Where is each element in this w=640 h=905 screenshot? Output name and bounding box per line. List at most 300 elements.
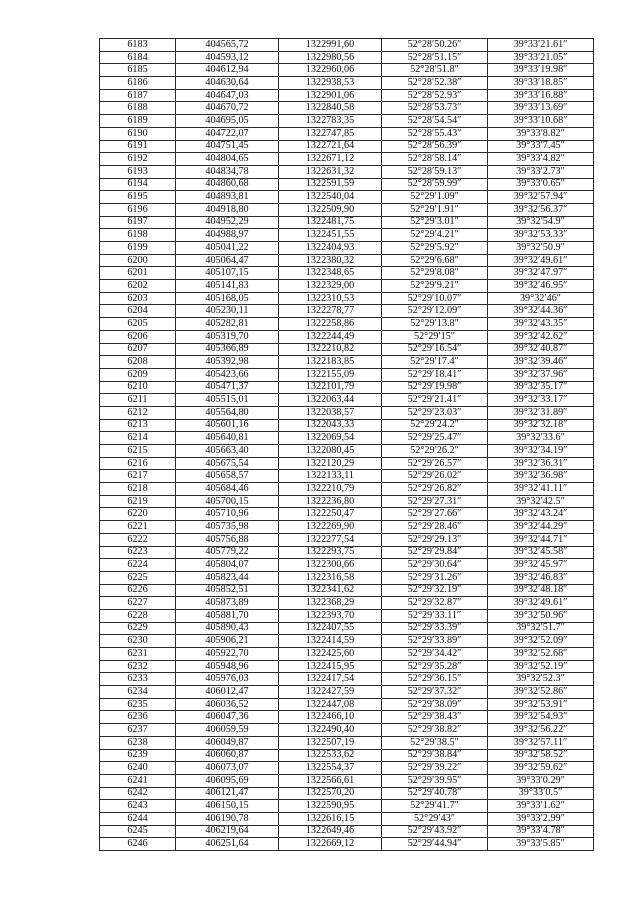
y-coordinate-cell: 1322566,61 [279, 774, 382, 787]
point-number-cell: 6226 [100, 584, 176, 597]
table-row [100, 546, 594, 559]
point-number-cell: 6206 [100, 330, 176, 343]
table-row [100, 343, 594, 356]
latitude-cell: 52°29′6.68″ [382, 254, 488, 267]
longitude-cell: 39°32′40.87″ [488, 343, 594, 356]
latitude-cell: 52°29′3.01″ [382, 216, 488, 229]
y-coordinate-cell: 1322490,40 [279, 724, 382, 737]
x-coordinate-cell: 404988,97 [176, 229, 279, 242]
y-coordinate-cell: 1322991,60 [279, 39, 382, 52]
longitude-cell: 39°32′49.61″ [488, 597, 594, 610]
x-coordinate-cell: 405230,11 [176, 305, 279, 318]
point-number-cell: 6220 [100, 508, 176, 521]
x-coordinate-cell: 405319,70 [176, 330, 279, 343]
point-number-cell: 6237 [100, 724, 176, 737]
table-row [100, 153, 594, 166]
x-coordinate-cell: 405890,43 [176, 622, 279, 635]
x-coordinate-cell: 405823,44 [176, 571, 279, 584]
table-row [100, 495, 594, 508]
y-coordinate-cell: 1322407,55 [279, 622, 382, 635]
latitude-cell: 52°29′37.32″ [382, 686, 488, 699]
table-row [100, 419, 594, 432]
x-coordinate-cell: 405282,81 [176, 318, 279, 331]
longitude-cell: 39°33′1.62″ [488, 800, 594, 813]
point-number-cell: 6204 [100, 305, 176, 318]
latitude-cell: 52°29′32.19″ [382, 584, 488, 597]
x-coordinate-cell: 404612,94 [176, 64, 279, 77]
longitude-cell: 39°33′16.88″ [488, 89, 594, 102]
y-coordinate-cell: 1322101,79 [279, 381, 382, 394]
point-number-cell: 6187 [100, 89, 176, 102]
latitude-cell: 52°29′33.39″ [382, 622, 488, 635]
point-number-cell: 6205 [100, 318, 176, 331]
longitude-cell: 39°32′31.89″ [488, 406, 594, 419]
y-coordinate-cell: 1322236,80 [279, 495, 382, 508]
x-coordinate-cell: 406060,87 [176, 749, 279, 762]
point-number-cell: 6213 [100, 419, 176, 432]
latitude-cell: 52°29′25.47″ [382, 432, 488, 445]
y-coordinate-cell: 1322277,54 [279, 533, 382, 546]
x-coordinate-cell: 404952,29 [176, 216, 279, 229]
point-number-cell: 6242 [100, 787, 176, 800]
longitude-cell: 39°33′2.99″ [488, 812, 594, 825]
latitude-cell: 52°29′43.92″ [382, 825, 488, 838]
longitude-cell: 39°32′46.95″ [488, 280, 594, 293]
table-row [100, 216, 594, 229]
x-coordinate-cell: 405663,40 [176, 445, 279, 458]
longitude-cell: 39°32′41.11″ [488, 483, 594, 496]
x-coordinate-cell: 406012,47 [176, 686, 279, 699]
latitude-cell: 52°29′26.57″ [382, 457, 488, 470]
longitude-cell: 39°32′52.19″ [488, 660, 594, 673]
longitude-cell: 39°32′36.31″ [488, 457, 594, 470]
point-number-cell: 6189 [100, 115, 176, 128]
table-row [100, 178, 594, 191]
longitude-cell: 39°32′37.96″ [488, 368, 594, 381]
table-row [100, 571, 594, 584]
longitude-cell: 39°33′4.78″ [488, 825, 594, 838]
x-coordinate-cell: 405684,46 [176, 483, 279, 496]
longitude-cell: 39°32′52.3″ [488, 673, 594, 686]
latitude-cell: 52°28′59.99″ [382, 178, 488, 191]
longitude-cell: 39°32′44.36″ [488, 305, 594, 318]
point-number-cell: 6199 [100, 242, 176, 255]
point-number-cell: 6229 [100, 622, 176, 635]
longitude-cell: 39°32′33.6″ [488, 432, 594, 445]
point-number-cell: 6186 [100, 77, 176, 90]
longitude-cell: 39°32′56.37″ [488, 203, 594, 216]
point-number-cell: 6184 [100, 51, 176, 64]
latitude-cell: 52°29′33.11″ [382, 609, 488, 622]
y-coordinate-cell: 1322069,54 [279, 432, 382, 445]
latitude-cell: 52°29′28.46″ [382, 521, 488, 534]
table-row [100, 800, 594, 813]
y-coordinate-cell: 1322329,00 [279, 280, 382, 293]
longitude-cell: 39°33′0.65″ [488, 178, 594, 191]
point-number-cell: 6246 [100, 838, 176, 851]
table-row [100, 698, 594, 711]
y-coordinate-cell: 1322038,57 [279, 406, 382, 419]
x-coordinate-cell: 405922,70 [176, 648, 279, 661]
point-number-cell: 6228 [100, 609, 176, 622]
coordinates-table-body [100, 39, 594, 851]
point-number-cell: 6244 [100, 812, 176, 825]
longitude-cell: 39°32′58.52″ [488, 749, 594, 762]
x-coordinate-cell: 405756,88 [176, 533, 279, 546]
y-coordinate-cell: 1322417,54 [279, 673, 382, 686]
table-row [100, 559, 594, 572]
longitude-cell: 39°33′5.85″ [488, 838, 594, 851]
y-coordinate-cell: 1322980,56 [279, 51, 382, 64]
table-row [100, 673, 594, 686]
table-row [100, 609, 594, 622]
point-number-cell: 6223 [100, 546, 176, 559]
latitude-cell: 52°28′51.8″ [382, 64, 488, 77]
point-number-cell: 6231 [100, 648, 176, 661]
y-coordinate-cell: 1322368,29 [279, 597, 382, 610]
point-number-cell: 6188 [100, 102, 176, 115]
x-coordinate-cell: 406121,47 [176, 787, 279, 800]
y-coordinate-cell: 1322570,20 [279, 787, 382, 800]
table-row [100, 51, 594, 64]
y-coordinate-cell: 1322631,32 [279, 165, 382, 178]
y-coordinate-cell: 1322590,95 [279, 800, 382, 813]
x-coordinate-cell: 405906,21 [176, 635, 279, 648]
point-number-cell: 6239 [100, 749, 176, 762]
x-coordinate-cell: 405366,89 [176, 343, 279, 356]
latitude-cell: 52°28′50.26″ [382, 39, 488, 52]
x-coordinate-cell: 405601,16 [176, 419, 279, 432]
table-row [100, 762, 594, 775]
longitude-cell: 39°32′57.11″ [488, 736, 594, 749]
latitude-cell: 52°29′38.09″ [382, 698, 488, 711]
y-coordinate-cell: 1322616,15 [279, 812, 382, 825]
longitude-cell: 39°32′50.9″ [488, 242, 594, 255]
longitude-cell: 39°32′49.61″ [488, 254, 594, 267]
latitude-cell: 52°29′38.84″ [382, 749, 488, 762]
point-number-cell: 6212 [100, 406, 176, 419]
table-row [100, 724, 594, 737]
latitude-cell: 52°29′27.66″ [382, 508, 488, 521]
latitude-cell: 52°28′51.15″ [382, 51, 488, 64]
point-number-cell: 6192 [100, 153, 176, 166]
longitude-cell: 39°32′43.24″ [488, 508, 594, 521]
y-coordinate-cell: 1322393,70 [279, 609, 382, 622]
x-coordinate-cell: 406190,78 [176, 812, 279, 825]
latitude-cell: 52°29′36.15″ [382, 673, 488, 686]
y-coordinate-cell: 1322427,59 [279, 686, 382, 699]
table-row [100, 584, 594, 597]
table-row [100, 305, 594, 318]
point-number-cell: 6207 [100, 343, 176, 356]
longitude-cell: 39°32′57.94″ [488, 191, 594, 204]
latitude-cell: 52°29′8.08″ [382, 267, 488, 280]
latitude-cell: 52°29′39.95″ [382, 774, 488, 787]
x-coordinate-cell: 405976,03 [176, 673, 279, 686]
latitude-cell: 52°29′21.41″ [382, 394, 488, 407]
latitude-cell: 52°29′13.8″ [382, 318, 488, 331]
y-coordinate-cell: 1322244,49 [279, 330, 382, 343]
y-coordinate-cell: 1322063,44 [279, 394, 382, 407]
latitude-cell: 52°28′55.43″ [382, 127, 488, 140]
longitude-cell: 39°33′21.05″ [488, 51, 594, 64]
y-coordinate-cell: 1322649,46 [279, 825, 382, 838]
latitude-cell: 52°29′5.92″ [382, 242, 488, 255]
latitude-cell: 52°29′23.03″ [382, 406, 488, 419]
x-coordinate-cell: 405515,01 [176, 394, 279, 407]
point-number-cell: 6201 [100, 267, 176, 280]
x-coordinate-cell: 405564,80 [176, 406, 279, 419]
longitude-cell: 39°32′43.35″ [488, 318, 594, 331]
longitude-cell: 39°32′46″ [488, 292, 594, 305]
point-number-cell: 6234 [100, 686, 176, 699]
point-number-cell: 6195 [100, 191, 176, 204]
point-number-cell: 6238 [100, 736, 176, 749]
point-number-cell: 6230 [100, 635, 176, 648]
latitude-cell: 52°29′41.7″ [382, 800, 488, 813]
table-row [100, 64, 594, 77]
table-row [100, 318, 594, 331]
latitude-cell: 52°29′1.91″ [382, 203, 488, 216]
latitude-cell: 52°29′39.22″ [382, 762, 488, 775]
longitude-cell: 39°32′44.71″ [488, 533, 594, 546]
longitude-cell: 39°32′54.9″ [488, 216, 594, 229]
longitude-cell: 39°32′51.7″ [488, 622, 594, 635]
latitude-cell: 52°29′27.31″ [382, 495, 488, 508]
table-row [100, 330, 594, 343]
latitude-cell: 52°29′24.2″ [382, 419, 488, 432]
longitude-cell: 39°32′44.29″ [488, 521, 594, 534]
table-row [100, 280, 594, 293]
y-coordinate-cell: 1322348,65 [279, 267, 382, 280]
latitude-cell: 52°29′32.87″ [382, 597, 488, 610]
longitude-cell: 39°33′2.73″ [488, 165, 594, 178]
table-row [100, 445, 594, 458]
y-coordinate-cell: 1322783,35 [279, 115, 382, 128]
x-coordinate-cell: 405107,15 [176, 267, 279, 280]
point-number-cell: 6240 [100, 762, 176, 775]
x-coordinate-cell: 405779,22 [176, 546, 279, 559]
x-coordinate-cell: 404804,65 [176, 153, 279, 166]
longitude-cell: 39°32′52.09″ [488, 635, 594, 648]
latitude-cell: 52°29′18.41″ [382, 368, 488, 381]
point-number-cell: 6203 [100, 292, 176, 305]
x-coordinate-cell: 404565,72 [176, 39, 279, 52]
x-coordinate-cell: 406095,69 [176, 774, 279, 787]
latitude-cell: 52°29′44.94″ [382, 838, 488, 851]
table-row [100, 686, 594, 699]
latitude-cell: 52°29′43″ [382, 812, 488, 825]
y-coordinate-cell: 1322210,79 [279, 483, 382, 496]
point-number-cell: 6218 [100, 483, 176, 496]
x-coordinate-cell: 405948,96 [176, 660, 279, 673]
x-coordinate-cell: 404834,78 [176, 165, 279, 178]
point-number-cell: 6194 [100, 178, 176, 191]
latitude-cell: 52°29′38.82″ [382, 724, 488, 737]
y-coordinate-cell: 1322671,12 [279, 153, 382, 166]
point-number-cell: 6243 [100, 800, 176, 813]
longitude-cell: 39°32′36.98″ [488, 470, 594, 483]
latitude-cell: 52°29′4.21″ [382, 229, 488, 242]
point-number-cell: 6210 [100, 381, 176, 394]
x-coordinate-cell: 404893,81 [176, 191, 279, 204]
x-coordinate-cell: 404918,80 [176, 203, 279, 216]
table-row [100, 597, 594, 610]
x-coordinate-cell: 404647,03 [176, 89, 279, 102]
longitude-cell: 39°33′0.5″ [488, 787, 594, 800]
latitude-cell: 52°29′40.78″ [382, 787, 488, 800]
longitude-cell: 39°32′50.96″ [488, 609, 594, 622]
longitude-cell: 39°32′45.97″ [488, 559, 594, 572]
table-row [100, 39, 594, 52]
point-number-cell: 6222 [100, 533, 176, 546]
longitude-cell: 39°33′21.61″ [488, 39, 594, 52]
y-coordinate-cell: 1322721,64 [279, 140, 382, 153]
table-row [100, 711, 594, 724]
x-coordinate-cell: 406047,36 [176, 711, 279, 724]
point-number-cell: 6193 [100, 165, 176, 178]
longitude-cell: 39°33′18.85″ [488, 77, 594, 90]
table-row [100, 292, 594, 305]
table-row [100, 736, 594, 749]
point-number-cell: 6227 [100, 597, 176, 610]
table-row [100, 825, 594, 838]
point-number-cell: 6185 [100, 64, 176, 77]
longitude-cell: 39°32′35.17″ [488, 381, 594, 394]
y-coordinate-cell: 1322414,59 [279, 635, 382, 648]
latitude-cell: 52°29′35.28″ [382, 660, 488, 673]
table-row [100, 406, 594, 419]
y-coordinate-cell: 1322425,60 [279, 648, 382, 661]
point-number-cell: 6245 [100, 825, 176, 838]
latitude-cell: 52°29′1.09″ [382, 191, 488, 204]
point-number-cell: 6191 [100, 140, 176, 153]
table-row [100, 254, 594, 267]
latitude-cell: 52°29′17.4″ [382, 356, 488, 369]
table-row [100, 77, 594, 90]
longitude-cell: 39°32′53.33″ [488, 229, 594, 242]
x-coordinate-cell: 406049,87 [176, 736, 279, 749]
point-number-cell: 6236 [100, 711, 176, 724]
point-number-cell: 6235 [100, 698, 176, 711]
longitude-cell: 39°32′53.91″ [488, 698, 594, 711]
table-row [100, 89, 594, 102]
x-coordinate-cell: 405041,22 [176, 242, 279, 255]
longitude-cell: 39°33′7.45″ [488, 140, 594, 153]
x-coordinate-cell: 405064,47 [176, 254, 279, 267]
point-number-cell: 6233 [100, 673, 176, 686]
table-row [100, 102, 594, 115]
point-number-cell: 6215 [100, 445, 176, 458]
y-coordinate-cell: 1322747,85 [279, 127, 382, 140]
x-coordinate-cell: 405804,07 [176, 559, 279, 572]
point-number-cell: 6214 [100, 432, 176, 445]
x-coordinate-cell: 404670,72 [176, 102, 279, 115]
table-row [100, 483, 594, 496]
latitude-cell: 52°29′31.26″ [382, 571, 488, 584]
table-row [100, 191, 594, 204]
latitude-cell: 52°29′10.07″ [382, 292, 488, 305]
point-number-cell: 6200 [100, 254, 176, 267]
x-coordinate-cell: 404860,68 [176, 178, 279, 191]
x-coordinate-cell: 405658,57 [176, 470, 279, 483]
y-coordinate-cell: 1322507,19 [279, 736, 382, 749]
longitude-cell: 39°32′33.17″ [488, 394, 594, 407]
table-row [100, 432, 594, 445]
table-row [100, 140, 594, 153]
y-coordinate-cell: 1322466,10 [279, 711, 382, 724]
x-coordinate-cell: 405423,66 [176, 368, 279, 381]
point-number-cell: 6209 [100, 368, 176, 381]
x-coordinate-cell: 405700,15 [176, 495, 279, 508]
latitude-cell: 52°29′9.21″ [382, 280, 488, 293]
x-coordinate-cell: 404751,45 [176, 140, 279, 153]
latitude-cell: 52°28′59.13″ [382, 165, 488, 178]
x-coordinate-cell: 406219,64 [176, 825, 279, 838]
x-coordinate-cell: 405392,98 [176, 356, 279, 369]
longitude-cell: 39°32′56.22″ [488, 724, 594, 737]
table-row [100, 381, 594, 394]
point-number-cell: 6196 [100, 203, 176, 216]
longitude-cell: 39°32′42.5″ [488, 495, 594, 508]
table-row [100, 368, 594, 381]
x-coordinate-cell: 405141,83 [176, 280, 279, 293]
table-row [100, 457, 594, 470]
table-row [100, 521, 594, 534]
longitude-cell: 39°32′54.93″ [488, 711, 594, 724]
y-coordinate-cell: 1322451,55 [279, 229, 382, 242]
point-number-cell: 6190 [100, 127, 176, 140]
y-coordinate-cell: 1322554,37 [279, 762, 382, 775]
point-number-cell: 6225 [100, 571, 176, 584]
point-number-cell: 6241 [100, 774, 176, 787]
longitude-cell: 39°33′4.82″ [488, 153, 594, 166]
y-coordinate-cell: 1322669,12 [279, 838, 382, 851]
table-row [100, 508, 594, 521]
point-number-cell: 6202 [100, 280, 176, 293]
y-coordinate-cell: 1322901,06 [279, 89, 382, 102]
longitude-cell: 39°32′45.58″ [488, 546, 594, 559]
table-row [100, 774, 594, 787]
y-coordinate-cell: 1322155,09 [279, 368, 382, 381]
point-number-cell: 6197 [100, 216, 176, 229]
y-coordinate-cell: 1322250,47 [279, 508, 382, 521]
x-coordinate-cell: 406059,59 [176, 724, 279, 737]
y-coordinate-cell: 1322269,90 [279, 521, 382, 534]
table-row [100, 622, 594, 635]
table-row [100, 838, 594, 851]
x-coordinate-cell: 405873,89 [176, 597, 279, 610]
latitude-cell: 52°28′54.54″ [382, 115, 488, 128]
latitude-cell: 52°28′52.38″ [382, 77, 488, 90]
longitude-cell: 39°32′47.97″ [488, 267, 594, 280]
y-coordinate-cell: 1322080,45 [279, 445, 382, 458]
x-coordinate-cell: 405168,05 [176, 292, 279, 305]
latitude-cell: 52°29′19.98″ [382, 381, 488, 394]
x-coordinate-cell: 404593,12 [176, 51, 279, 64]
y-coordinate-cell: 1322380,32 [279, 254, 382, 267]
point-number-cell: 6219 [100, 495, 176, 508]
table-row [100, 356, 594, 369]
longitude-cell: 39°33′0.29″ [488, 774, 594, 787]
longitude-cell: 39°33′13.69″ [488, 102, 594, 115]
y-coordinate-cell: 1322293,75 [279, 546, 382, 559]
x-coordinate-cell: 405675,54 [176, 457, 279, 470]
y-coordinate-cell: 1322509,90 [279, 203, 382, 216]
x-coordinate-cell: 405881,70 [176, 609, 279, 622]
table-row [100, 787, 594, 800]
longitude-cell: 39°33′10.68″ [488, 115, 594, 128]
